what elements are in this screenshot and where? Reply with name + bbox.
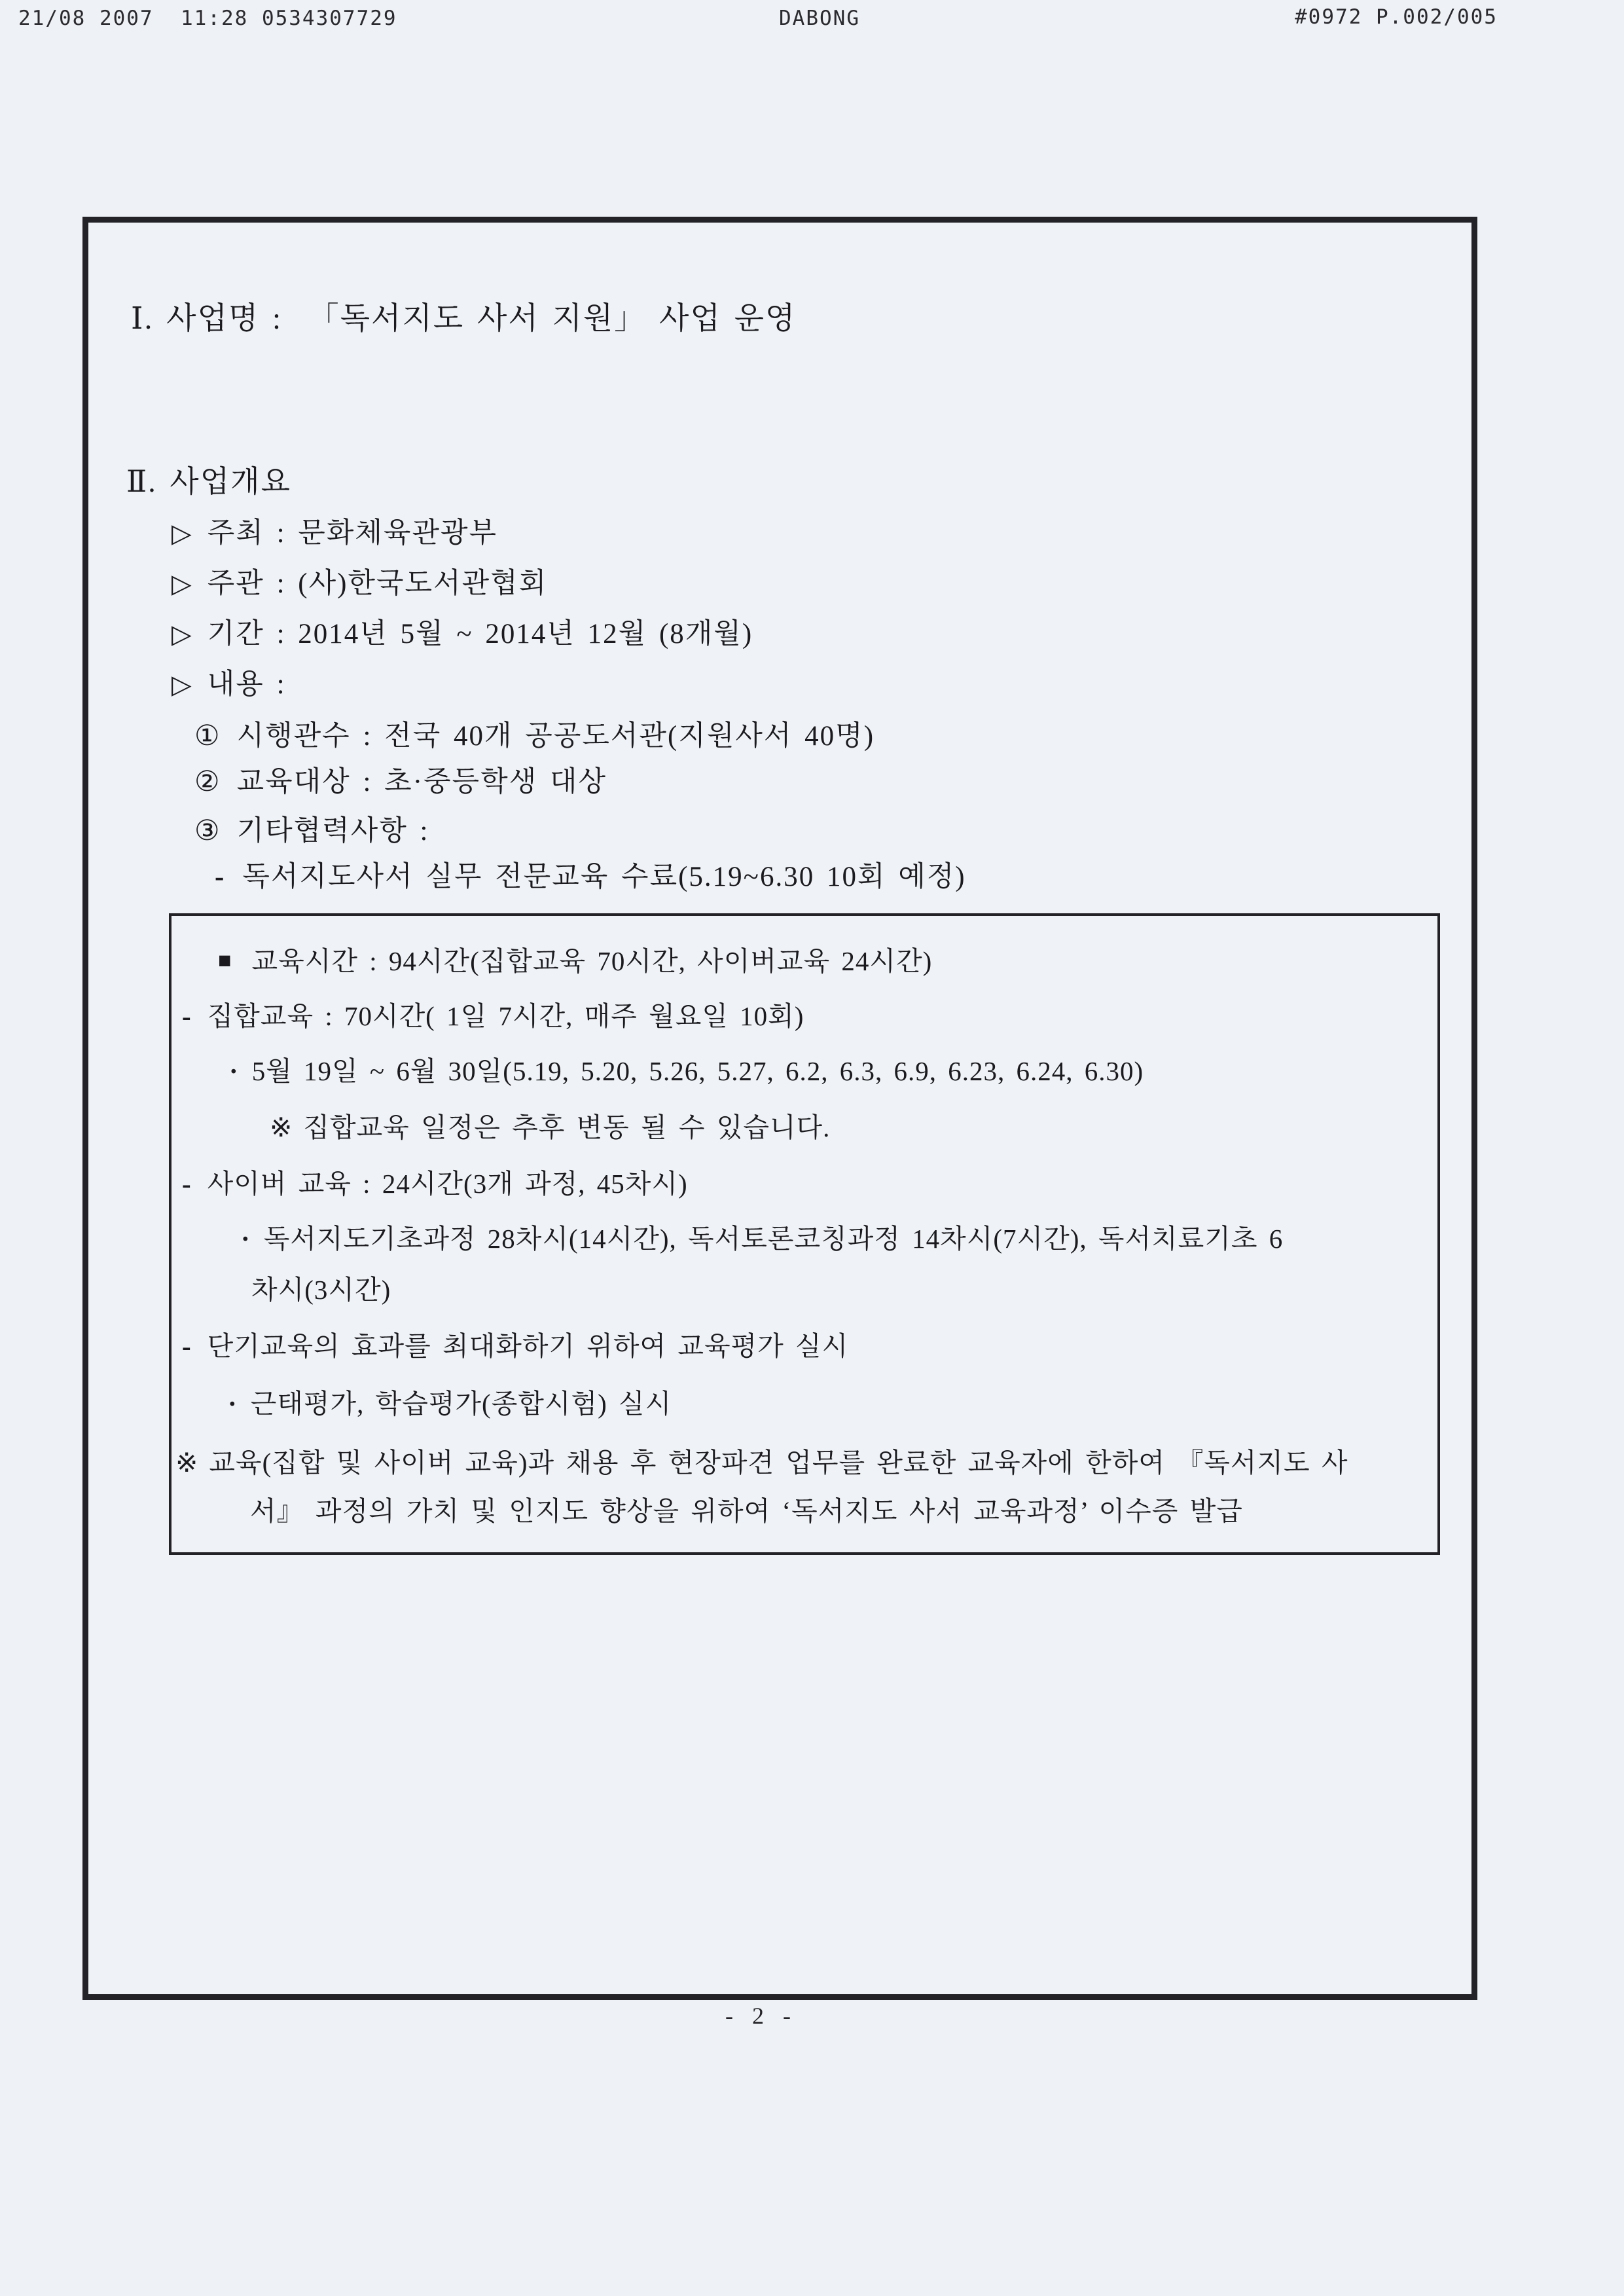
document-frame (82, 217, 1477, 2000)
detail-line-course-list (241, 1224, 1283, 1254)
dot-bullet-icon: · (241, 1224, 251, 1254)
bullet-text: 내용 : (207, 669, 286, 700)
bullet-text: 주관 : (사)한국도서관협회 (207, 568, 548, 599)
education-detail-box (169, 913, 1440, 1555)
numbered-item-2 (194, 766, 607, 798)
detail-text: 집합교육 : 70시간( 1일 7시간, 매주 월요일 10회) (207, 1001, 804, 1031)
detail-line-certificate-wrap (250, 1496, 1243, 1527)
bullet-text: 기간 : 2014년 5월 ~ 2014년 12월 (8개월) (207, 619, 753, 649)
detail-text: 서』 과정의 가치 및 인지도 향상을 위하여 ‘독서지도 사서 교육과정’ 이수증 발급 (250, 1496, 1243, 1526)
detail-line-certificate (175, 1448, 1348, 1478)
detail-text: 사이버 교육 : 24시간(3개 과정, 45차시) (207, 1169, 688, 1199)
reference-mark-icon: ※ (175, 1448, 199, 1478)
dash-bullet-icon: - (215, 862, 226, 892)
circled-two-icon: ② (194, 767, 221, 797)
dash-bullet-icon: - (182, 1001, 192, 1031)
detail-line-education-hours (218, 946, 932, 977)
bullet-text: 주최 : 문화체육관광부 (207, 518, 498, 549)
dot-bullet-icon: · (228, 1389, 238, 1419)
numbered-text: 시행관수 : 전국 40개 공공도서관(지원사서 40명) (236, 721, 875, 752)
bullet-contents (171, 668, 286, 701)
bullet-host (171, 517, 497, 549)
page-number: - 2 - (725, 2003, 797, 2029)
fax-sender-name: DABONG (779, 7, 860, 30)
reference-mark-icon: ※ (270, 1112, 293, 1142)
sub-note-line (215, 861, 966, 893)
numbered-item-3 (194, 815, 429, 847)
detail-line-schedule-dates (229, 1056, 1144, 1087)
dash-bullet-icon: - (182, 1169, 192, 1199)
detail-text: 교육(집합 및 사이버 교육)과 채용 후 현장파견 업무를 완료한 교육자에 한하여 『독서지도 사 (209, 1448, 1348, 1478)
numbered-text: 교육대상 : 초·중등학생 대상 (236, 767, 607, 797)
square-bullet-icon: ■ (218, 949, 232, 973)
detail-line-group-training (182, 1001, 804, 1032)
circled-one-icon: ① (194, 721, 221, 752)
sub-note-text: 독서지도사서 실무 전문교육 수료(5.19~6.30 10회 예정) (242, 862, 966, 892)
detail-text: 독서지도기초과정 28차시(14시간), 독서토론코칭과정 14차시(7시간), 독서치료기초 6 (263, 1224, 1284, 1254)
triangle-bullet-icon: ▷ (171, 619, 193, 649)
detail-text: 근태평가, 학습평가(종합시험) 실시 (250, 1389, 672, 1419)
section1-title: Ⅰ. 사업명 : 「독서지도 사서 지원」 사업 운영 (131, 302, 797, 336)
fax-transmission-header (0, 0, 1624, 39)
numbered-item-1 (194, 720, 875, 752)
fax-page-counter: #0972 P.002/005 (1295, 5, 1498, 29)
detail-line-evaluation-types (228, 1389, 672, 1419)
detail-text: 집합교육 일정은 추후 변동 될 수 있습니다. (303, 1112, 831, 1142)
triangle-bullet-icon: ▷ (171, 670, 193, 699)
detail-line-schedule-notice (270, 1112, 830, 1143)
section2-heading: Ⅱ. 사업개요 (126, 465, 292, 498)
circled-three-icon: ③ (194, 816, 221, 847)
detail-text: 교육시간 : 94시간(집합교육 70시간, 사이버교육 24시간) (251, 946, 933, 976)
detail-line-cyber-training (182, 1169, 688, 1199)
dash-bullet-icon: - (182, 1331, 192, 1361)
bullet-organizer (171, 568, 547, 600)
detail-line-course-list-wrap (251, 1275, 391, 1305)
dot-bullet-icon: · (229, 1056, 239, 1086)
detail-text: 5월 19일 ~ 6월 30일(5.19, 5.20, 5.26, 5.27, 6.2, 6.3, 6.9, 6.23, 6.24, 6.30) (251, 1056, 1144, 1086)
detail-text: 차시(3시간) (251, 1275, 391, 1305)
fax-datetime-number: 21/08 2007 11:28 0534307729 (18, 7, 397, 30)
triangle-bullet-icon: ▷ (171, 569, 193, 598)
detail-line-evaluation (182, 1331, 848, 1362)
bullet-period (171, 618, 753, 650)
triangle-bullet-icon: ▷ (171, 519, 193, 548)
numbered-text: 기타협력사항 : (236, 816, 429, 847)
detail-text: 단기교육의 효과를 최대화하기 위하여 교육평가 실시 (207, 1331, 849, 1361)
